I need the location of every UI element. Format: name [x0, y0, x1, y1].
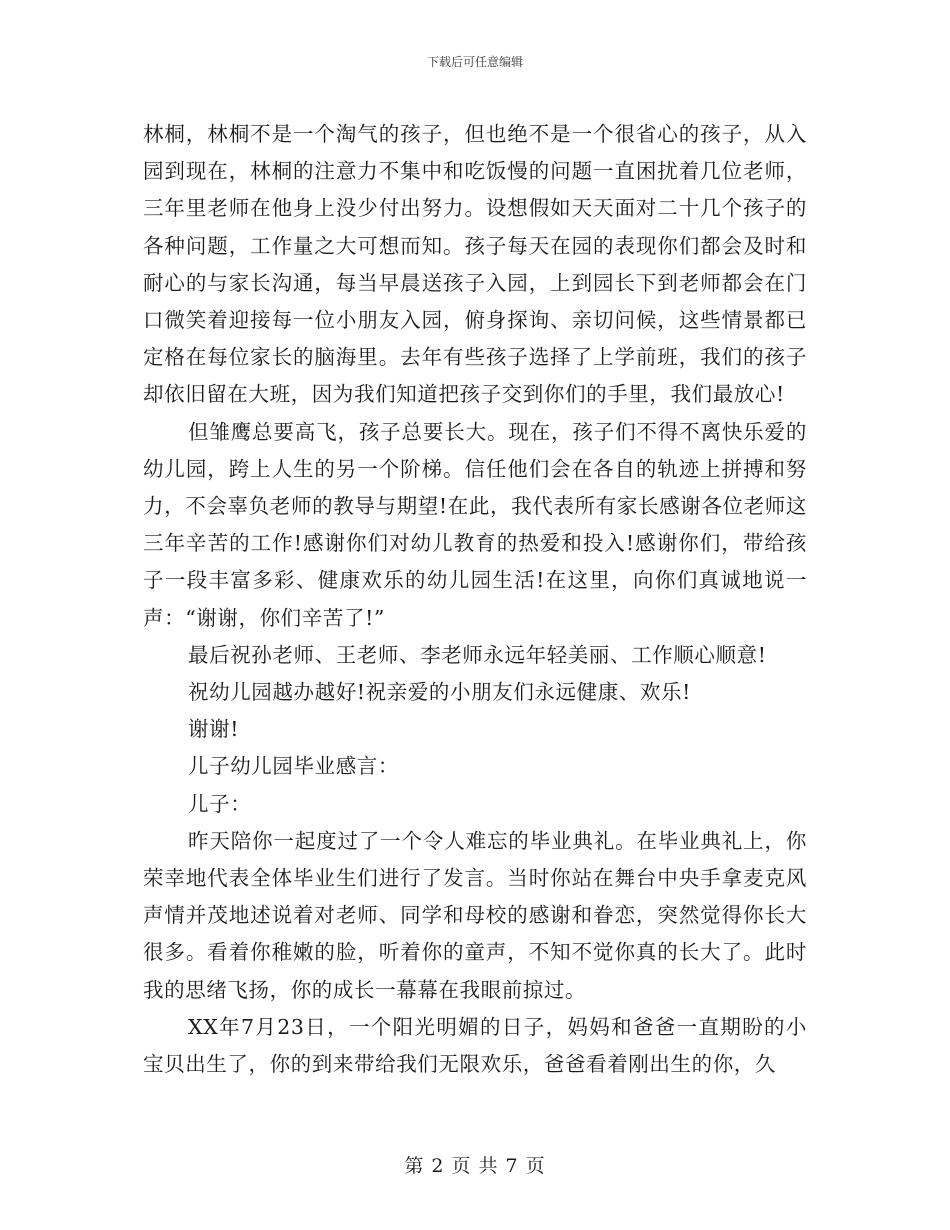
paragraph-5: 谢谢!: [188, 717, 240, 742]
paragraph-7: 儿子：: [188, 791, 252, 816]
document-body: [143, 116, 807, 1083]
page-header: 下载后可任意编辑: [426, 55, 523, 69]
paragraph-4: 祝幼儿园越办越好!祝亲爱的小朋友们永远健康、欢乐!: [188, 680, 691, 705]
paragraph-3: 最后祝孙老师、王老师、李老师永远年轻美丽、工作顺心顺意!: [188, 642, 767, 667]
paragraph-6: 儿子幼儿园毕业感言：: [188, 754, 399, 779]
paragraph-9: XX年7月23日，一个阳光明媚的日子，妈妈和爸爸一直期盼的小宝贝出生了，你的到来带给我们无限欢乐，爸爸看着刚出生的你，久: [143, 1014, 807, 1077]
page-number-footer: 第 2 页 共 7 页: [404, 1155, 546, 1177]
paragraph-8: 昨天陪你一起度过了一个令人难忘的毕业典礼。在毕业典礼上，你荣幸地代表全体毕业生们进行了发言。当时你站在舞台中央手拿麦克风声情并茂地述说着对老师、同学和母校的感谢和眷恋，突然觉得你长大很多。看着你稚嫩的脸，听着你的童声，不知不觉你真的长大了。此时我的思绪飞扬，你的成长一幕幕在我眼前掠过。: [143, 828, 807, 1002]
paragraph-2: 但雏鹰总要高飞，孩子总要长大。现在，孩子们不得不离快乐爱的幼儿园，跨上人生的另一个阶梯。信任他们会在各自的轨迹上拼搏和努力，不会辜负老师的教导与期望!在此，我代表所有家长感谢各位老师这三年辛苦的工作!感谢你们对幼儿教育的热爱和投入!感谢你们，带给孩子一段丰富多彩、健康欢乐的幼儿园生活!在这里，向你们真诚地说一声：“谢谢，你们辛苦了!”: [143, 419, 807, 630]
paragraph-1: 林桐，林桐不是一个淘气的孩子，但也绝不是一个很省心的孩子，从入园到现在，林桐的注意力不集中和吃饭慢的问题一直困扰着几位老师，三年里老师在他身上没少付出努力。设想假如天天面对二十几个孩子的各种问题，工作量之大可想而知。孩子每天在园的表现你们都会及时和耐心的与家长沟通，每当早晨送孩子入园，上到园长下到老师都会在门口微笑着迎接每一位小朋友入园，俯身探询、亲切问候，这些情景都已定格在每位家长的脑海里。去年有些孩子选择了上学前班，我们的孩子却依旧留在大班，因为我们知道把孩子交到你们的手里，我们最放心!: [143, 122, 807, 407]
